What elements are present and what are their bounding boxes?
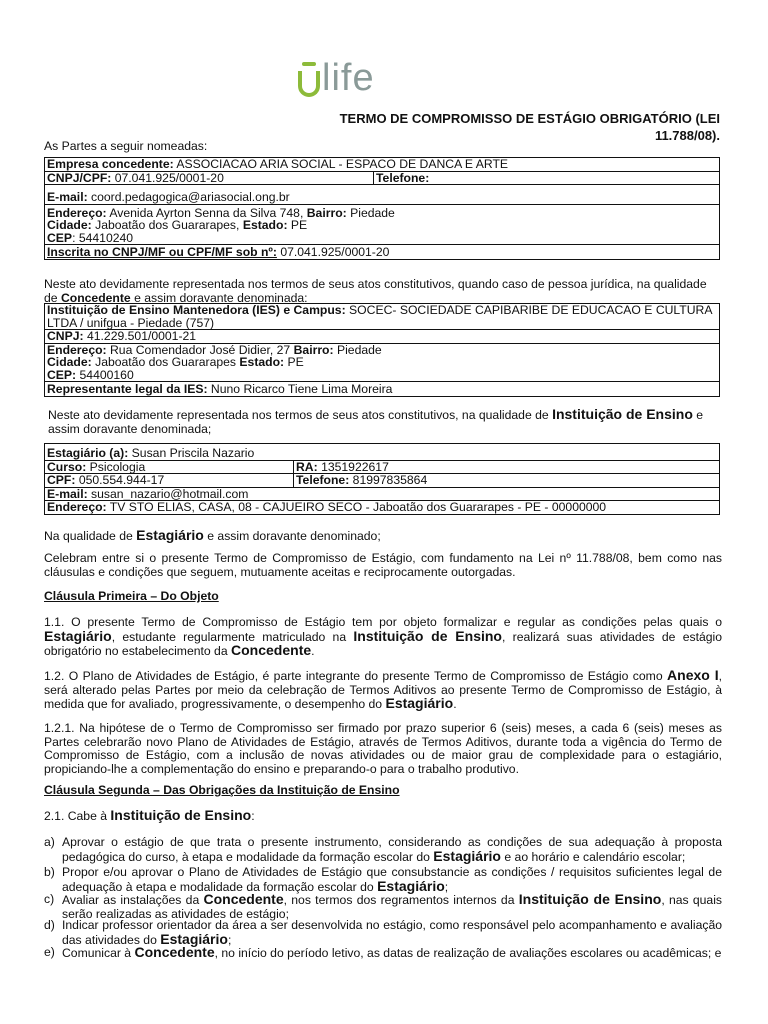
clause-2-1: 2.1. Cabe à Instituição de Ensino: [44,807,255,823]
empresa-inscrita: 07.041.925/0001-20 [280,245,390,259]
empresa-cnpj: 07.041.925/0001-20 [114,170,224,185]
concedente-paragraph: Neste ato devidamente representada nos termos de seus atos constitutivos, quando caso de pessoa jurídica, na qualidade de Concedente e assim doravante denominada: [44,277,707,305]
clausula-primeira-heading: Cláusula Primeira – Do Objeto [44,589,219,603]
ies-table: Instituição de Ensino Mantenedora (IES) e Campus: SOCEC- SOCIEDADE CAPIBARIBE DE EDUCACAO E CULTURA LTDA / unifgua - Piedade (757) CNPJ: 41.229.501/0001-21 Endereço: Rua Comendador José Didier, 27 Bairro: Piedade Cidade: Jaboatão dos Guararapes Estado: PE CEP: 54400160 Representante legal da IES: Nuno Ricarco Tiene Lima Moreira [44,303,720,397]
list-item-a: a) Aprovar o estágio de que trata o presente instrumento, considerando as condições de sua adequação à proposta pedagógica do curso, à etapa e modalidade da formação escolar do Estagiário e ao horário e calendário escolar; [44,835,722,864]
list-item-c: c) Avaliar as instalações da Concedente, nos termos dos regramentos internos da Instituição de Ensino, nas quais serão realizadas as atividades de estágio; [44,891,723,921]
estagiario-nome: Susan Priscila Nazario [131,446,255,460]
clause-1-1: 1.1. O presente Termo de Compromisso de Estágio tem por objeto formalizar e regular as condições pelas quais o Estagiário, estudante regularmente matriculado na Instituição de Ensino, realizará suas atividades de estágio obrigatório no estabelecimento da Concedente. [44,615,722,658]
empresa-name: ASSOCIACAO ARIA SOCIAL - ESPACO DE DANCA E ARTE [176,157,509,171]
clause-1-2-1: 1.2.1. Na hipótese de o Termo de Compromisso ser firmado por prazo superior 6 (seis) meses, a cada 6 (seis) meses as Partes celebrarão novo Plano de Atividades de Estágio, através de Termos Aditivos, durante toda a vigência do Termo de Compromisso de Estágio, com a inclusão de novas atividades ou de maior grau de complexidade para o estagiário, propiciando-lhe a complementação do ensino e preparando-o para o trabalho produtivo. [44,721,722,776]
list-item-e: e) Comunicar à Concedente, no início do período letivo, as datas de realização de avaliações escolares ou acadêmicas; e [44,944,722,960]
document-title: TERMO DE COMPROMISSO DE ESTÁGIO OBRIGATÓRIO (LEI 11.788/08). [339,111,720,143]
clause-1-2: 1.2. O Plano de Atividades de Estágio, é parte integrante do presente Termo de Compromisso de Estágio como Anexo I, será alterado pelas Partes por meio da celebração de Termos Aditivos ao presente Termo de Compromisso de Estágio, à medida que for avaliado, progressivamente, o desempenho do Estagiário. [44,667,723,711]
logo-u-mark [298,71,320,97]
estagiario-paragraph: Na qualidade de Estagiário e assim doravante denominado; [44,527,381,543]
ies-representante: Nuno Ricarco Tiene Lima Moreira [210,382,393,396]
empresa-email: coord.pedagogica@ariasocial.ong.br [91,190,290,204]
empresa-table: Empresa concedente: ASSOCIACAO ARIA SOCIAL - ESPACO DE DANCA E ARTE CNPJ/CPF: 07.041.925/0001-20 Telefone: E-mail: coord.pedagogica@ariasocial.ong.br Endereço: Avenida Ayrton Senna da Silva 748, Bairro: Piedade Cidade: Jaboatão dos Guararapes, Estado: PE CEP: 54410240 Inscrita no CNPJ/MF ou CPF/MF sob nº: 07.041.925/0001-20 [44,157,720,260]
list-item-b: b) Propor e/ou aprovar o Plano de Atividades de Estágio que consubstancie as condições / requisitos suficientes legal de adequação à etapa e modalidade da formação escolar do Estagiário; [44,865,722,894]
celebram-paragraph: Celebram entre si o presente Termo de Compromisso de Estágio, com fundamento na Lei nº 11.788/08, bem como nas cláusulas e condições que seguem, mutuamente aceitas e reciprocamente outorgadas. [44,551,722,579]
intro-text: As Partes a seguir nomeadas: [44,139,208,153]
ies-paragraph: Neste ato devidamente representada nos termos de seus atos constitutivos, na qualidade de Instituição de Ensino e assim doravante denominada; [48,406,704,436]
ies-name: SOCEC- SOCIEDADE CAPIBARIBE DE EDUCACAO E CULTURA LTDA / unifgua - Piedade (757) [47,303,712,330]
logo: life [322,57,375,99]
logo-accent [302,62,316,66]
clausula-segunda-heading: Cláusula Segunda – Das Obrigações da Instituição de Ensino [44,783,400,797]
list-item-d: d) Indicar professor orientador da área a ser desenvolvida no estágio, como responsável pelo acompanhamento e avaliação das atividades do Estagiário; [44,918,722,947]
estagiario-table: Estagiário (a): Susan Priscila Nazario Curso: Psicologia RA: 1351922617 CPF: 050.554.944-17 Telefone: 81997835864 E-mail: susan_nazario@hotmail.com Endereço: TV STO ELIAS, CASA, 08 - CAJUEIRO SECO - Jaboatão dos Guararapes - PE - 00000000 [44,443,720,515]
